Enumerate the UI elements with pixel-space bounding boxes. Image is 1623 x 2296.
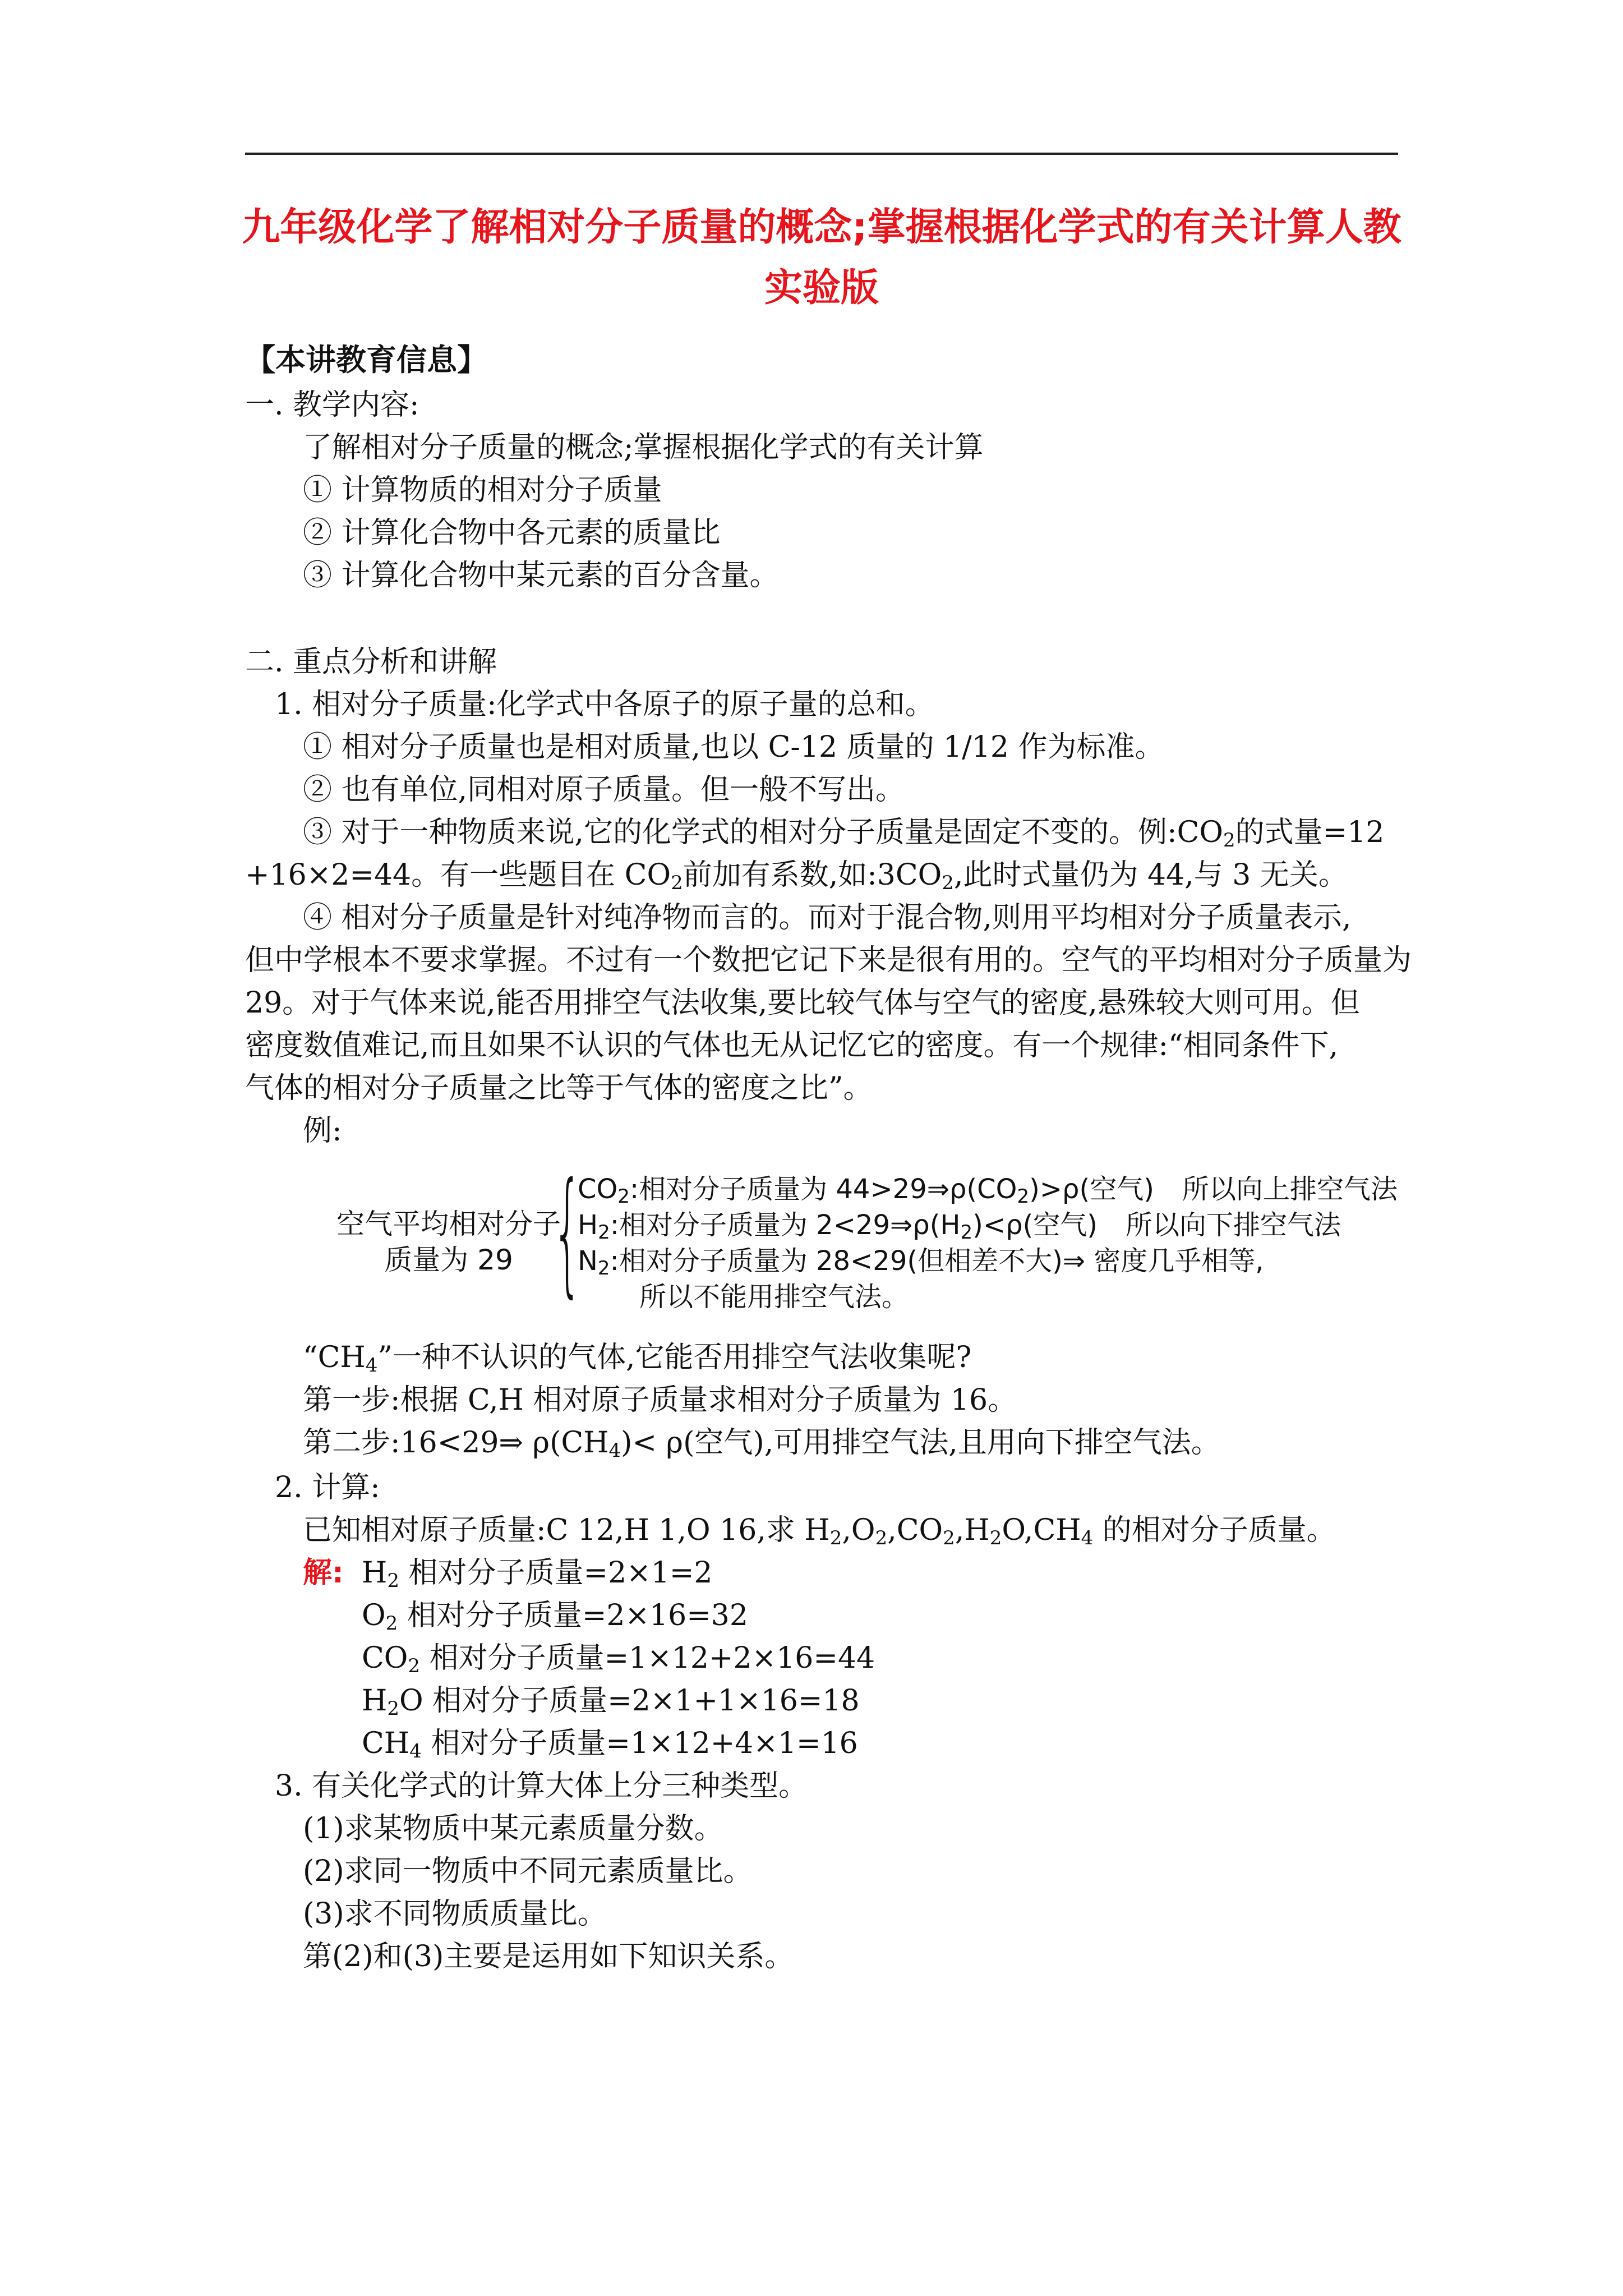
p1-point-d-line: 但中学根本不要求掌握。不过有一个数把它记下来是很有用的。空气的平均相对分子质量为	[245, 944, 1412, 977]
p3-item: (2)求同一物质中不同元素质量比。	[303, 1855, 753, 1888]
p2-question: 已知相对原子质量:C 12,H 1,O 16,求 $H_2,O_2,CO_2,H_2O,CH_4$ 的相对分子质量。	[303, 1513, 1336, 1549]
brace-icon: {	[552, 1153, 583, 1310]
part1-item: ① 计算物质的相对分子质量	[303, 473, 662, 507]
diagram-row-co2: $CO_2$:相对分子质量为 $44>29\Rightarrow\rho(CO_2)>\rho$(空气) 所以向上排空气法	[578, 1174, 1398, 1208]
header-rule	[245, 153, 1398, 155]
part1-heading: 一. 教学内容:	[245, 388, 419, 422]
p1-point-b: ② 也有单位,同相对原子质量。但一般不写出。	[303, 773, 905, 807]
answer-ch4: $CH_4$ 相对分子质量=1×12+4×1=16	[362, 1727, 858, 1763]
p3-title: 3. 有关化学式的计算大体上分三种类型。	[275, 1769, 808, 1803]
diagram-row-h2: $H_2$:相对分子质量为 $2<29\Rightarrow\rho(H_2)<\rho$(空气) 所以向下排空气法	[578, 1209, 1341, 1244]
p1-title: 1. 相对分子质量:化学式中各原子的原子量的总和。	[275, 688, 934, 721]
answer-h2: $H_2$ 相对分子质量=2×1=2	[362, 1556, 713, 1592]
p1-point-c-line2: +16×2=44。有一些题目在 $CO_2$前加有系数,如$:3CO_2$,此时式量仍为 44,与 3 无关。	[245, 858, 1348, 894]
document-title: 九年级化学了解相对分子质量的概念;掌握根据化学式的有关计算人教实验版	[242, 205, 1401, 310]
ch4-question: “$CH_4$”一种不认识的气体,它能否用排空气法收集呢?	[303, 1341, 972, 1377]
p3-item: (1)求某物质中某元素质量分数。	[303, 1812, 723, 1846]
section-heading: 【本讲教育信息】	[245, 342, 487, 378]
step-2: 第二步:16<29⇒ $\rho(CH_4)< \rho$(空气),可用排空气法,且用向下排空气法。	[303, 1426, 1220, 1462]
part1-intro: 了解相对分子质量的概念;掌握根据化学式的有关计算	[303, 431, 984, 464]
p1-point-d-line: 29。对于气体来说,能否用排空气法收集,要比较气体与空气的密度,悬殊较大则可用。但	[245, 986, 1360, 1020]
p1-point-a: ① 相对分子质量也是相对质量,也以 C-12 质量的 1/12 作为标准。	[303, 730, 1164, 764]
diagram-row-n2-conclusion: 所以不能用排空气法。	[639, 1281, 909, 1313]
p2-title: 2. 计算:	[275, 1471, 380, 1504]
answer-h2o: $H_2O$ 相对分子质量=2×1+1×16=18	[362, 1684, 860, 1720]
answer-o2: $O_2$ 相对分子质量=2×16=32	[362, 1599, 748, 1635]
diagram-row-n2: $N_2$:相对分子质量为 28<29(但相差不大)⇒ 密度几乎相等,	[578, 1245, 1264, 1280]
diagram-left-label: 空气平均相对分子 质量为 29	[336, 1208, 561, 1276]
p1-point-d-line: ④ 相对分子质量是针对纯净物而言的。而对于混合物,则用平均相对分子质量表示,	[303, 901, 1352, 935]
gas-density-diagram	[336, 1153, 1398, 1329]
p1-point-d-line: 气体的相对分子质量之比等于气体的密度之比”。	[245, 1071, 873, 1105]
part1-item: ③ 计算化合物中某元素的百分含量。	[303, 559, 779, 592]
answer-label: 解:	[303, 1556, 344, 1590]
part1-item: ② 计算化合物中各元素的质量比	[303, 516, 721, 550]
part2-heading: 二. 重点分析和讲解	[245, 645, 497, 679]
answer-co2: $CO_2$ 相对分子质量=1×12+2×16=44	[362, 1641, 875, 1677]
p3-item: (3)求不同物质质量比。	[303, 1897, 607, 1931]
p1-point-d-line: 密度数值难记,而且如果不认识的气体也无从记忆它的密度。有一个规律:“相同条件下,	[245, 1029, 1339, 1062]
example-label: 例:	[303, 1114, 342, 1148]
step-1: 第一步:根据 C,H 相对原子质量求相对分子质量为 16。	[303, 1383, 1017, 1417]
p1-point-c-line1: ③ 对于一种物质来说,它的化学式的相对分子质量是固定不变的。例$:CO_2$的式量=12	[303, 816, 1385, 852]
p3-tail: 第(2)和(3)主要是运用如下知识关系。	[303, 1940, 794, 1973]
